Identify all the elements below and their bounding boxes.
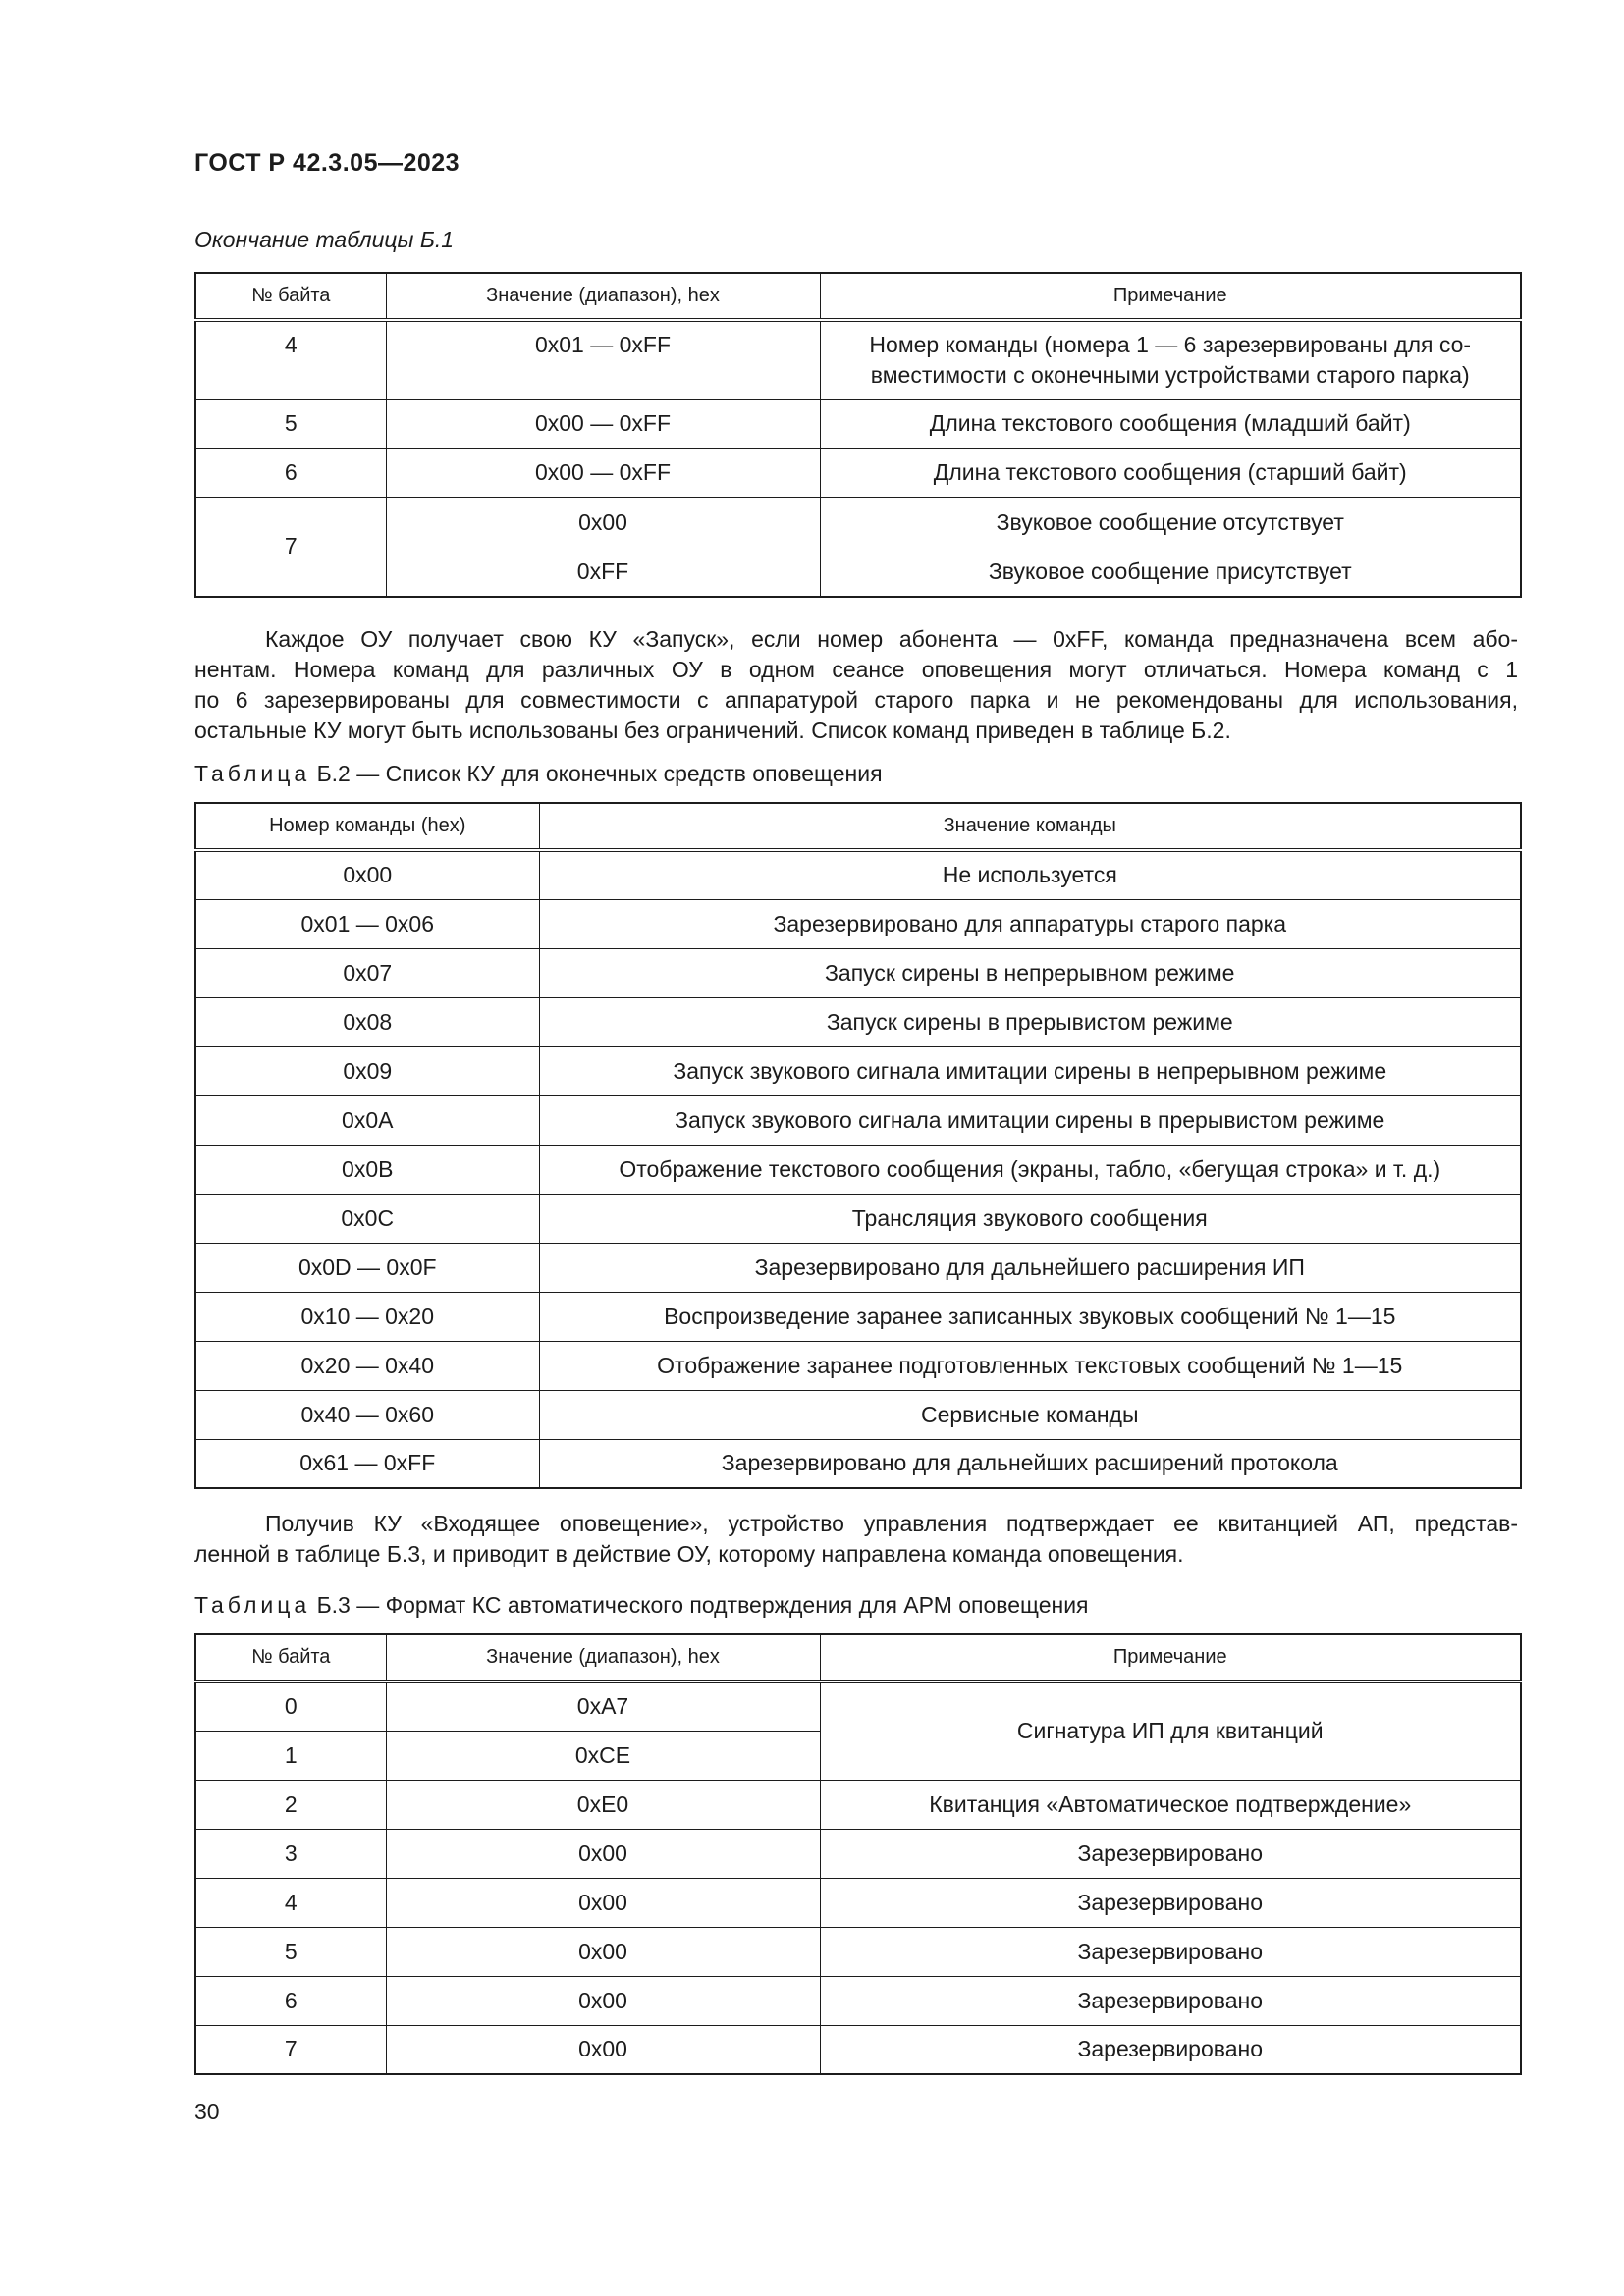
cell-value: 0x00 bbox=[386, 1829, 820, 1878]
paragraph-line: остальные КУ могут быть использованы без ограничений. Список команд приведен в таблице Б.2. bbox=[194, 718, 1231, 743]
cell-byte: 7 bbox=[195, 497, 386, 597]
column-header-command-number: Номер команды (hex) bbox=[195, 803, 539, 850]
table-row bbox=[195, 997, 1521, 1046]
caption-text: Б.3 — Формат КС автоматического подтверждения для АРМ оповещения bbox=[310, 1592, 1089, 1618]
cell-command: 0x0D — 0x0F bbox=[195, 1243, 539, 1292]
cell-note-merged: Сигнатура ИП для квитанций bbox=[820, 1682, 1521, 1780]
cell-meaning: Зарезервировано для дальнейшего расширения ИП bbox=[539, 1243, 1521, 1292]
cell-value: 0x00 — 0xFF bbox=[386, 448, 820, 497]
cell-note: Квитанция «Автоматическое подтверждение» bbox=[820, 1780, 1521, 1829]
paragraph-1 bbox=[194, 624, 1518, 746]
cell-meaning: Запуск сирены в непрерывном режиме bbox=[539, 948, 1521, 997]
cell-note bbox=[820, 320, 1521, 399]
cell-byte: 4 bbox=[195, 320, 386, 399]
paragraph-line: Каждое ОУ получает свою КУ «Запуск», если номер абонента — 0xFF, команда предназначена всем або- bbox=[265, 626, 1518, 652]
cell-value: 0x00 bbox=[386, 1976, 820, 2025]
table-b1-continuation-caption: Окончание таблицы Б.1 bbox=[194, 227, 455, 252]
cell-command: 0x0B bbox=[195, 1145, 539, 1194]
table-row bbox=[195, 1046, 1521, 1095]
paragraph-line: Получив КУ «Входящее оповещение», устройство управления подтверждает ее квитанцией АП, представ- bbox=[265, 1511, 1518, 1536]
cell-value: 0xE0 bbox=[386, 1780, 820, 1829]
cell-value: 0xCE bbox=[386, 1731, 820, 1780]
cell-meaning: Сервисные команды bbox=[539, 1390, 1521, 1439]
cell-value: 0x00 bbox=[578, 508, 627, 535]
cell-meaning: Отображение текстового сообщения (экраны, табло, «бегущая строка» и т. д.) bbox=[539, 1145, 1521, 1194]
paragraph-line: по 6 зарезервированы для совместимости с аппаратурой старого парка и не рекомендованы для использования, bbox=[194, 687, 1518, 713]
cell-note-line: вместимости с оконечными устройствами старого парка) bbox=[870, 362, 1470, 388]
cell-note: Зарезервировано bbox=[820, 1829, 1521, 1878]
cell-note: Звуковое сообщение отсутствует bbox=[996, 508, 1344, 535]
caption-text: Б.2 — Список КУ для оконечных средств оповещения bbox=[310, 761, 883, 786]
table-row bbox=[195, 899, 1521, 948]
cell-command: 0x40 — 0x60 bbox=[195, 1390, 539, 1439]
cell-note: Длина текстового сообщения (старший байт) bbox=[820, 448, 1521, 497]
table-row bbox=[195, 1095, 1521, 1145]
cell-value: 0x01 — 0xFF bbox=[386, 320, 820, 399]
table-row bbox=[195, 320, 1521, 399]
cell-byte: 0 bbox=[195, 1682, 386, 1731]
cell-byte: 6 bbox=[195, 1976, 386, 2025]
cell-meaning: Запуск звукового сигнала имитации сирены в прерывистом режиме bbox=[539, 1095, 1521, 1145]
paragraph-2 bbox=[194, 1509, 1518, 1570]
cell-meaning: Отображение заранее подготовленных текстовых сообщений № 1—15 bbox=[539, 1341, 1521, 1390]
column-header-note: Примечание bbox=[820, 273, 1521, 320]
cell-note: Зарезервировано bbox=[820, 2025, 1521, 2074]
table-row bbox=[195, 1243, 1521, 1292]
column-header-note: Примечание bbox=[820, 1634, 1521, 1682]
cell-command: 0x07 bbox=[195, 948, 539, 997]
cell-command: 0x00 bbox=[195, 850, 539, 899]
page-number: 30 bbox=[194, 2099, 220, 2124]
table-b3-caption bbox=[194, 1592, 1089, 1619]
table-b3 bbox=[194, 1633, 1522, 2075]
cell-command: 0x10 — 0x20 bbox=[195, 1292, 539, 1341]
table-row bbox=[195, 1439, 1521, 1488]
cell-note: Зарезервировано bbox=[820, 1927, 1521, 1976]
cell-byte: 1 bbox=[195, 1731, 386, 1780]
cell-byte: 3 bbox=[195, 1829, 386, 1878]
cell-value: 0x00 bbox=[386, 2025, 820, 2074]
cell-value: 0xFF bbox=[576, 558, 629, 584]
cell-note: Длина текстового сообщения (младший байт) bbox=[820, 399, 1521, 448]
caption-label: Таблица bbox=[194, 1592, 311, 1618]
table-row bbox=[195, 1292, 1521, 1341]
cell-byte: 5 bbox=[195, 399, 386, 448]
cell-meaning: Зарезервировано для аппаратуры старого парка bbox=[539, 899, 1521, 948]
table-row bbox=[195, 1976, 1521, 2025]
cell-byte: 5 bbox=[195, 1927, 386, 1976]
column-header-value: Значение (диапазон), hex bbox=[386, 1634, 820, 1682]
table-row bbox=[195, 1780, 1521, 1829]
table-row bbox=[195, 948, 1521, 997]
cell-note-split bbox=[820, 497, 1521, 597]
cell-meaning: Не используется bbox=[539, 850, 1521, 899]
cell-meaning: Зарезервировано для дальнейших расширений протокола bbox=[539, 1439, 1521, 1488]
cell-command: 0x61 — 0xFF bbox=[195, 1439, 539, 1488]
cell-command: 0x08 bbox=[195, 997, 539, 1046]
column-header-byte: № байта bbox=[195, 1634, 386, 1682]
cell-byte: 7 bbox=[195, 2025, 386, 2074]
cell-byte: 6 bbox=[195, 448, 386, 497]
caption-label: Таблица bbox=[194, 761, 311, 786]
cell-value: 0x00 — 0xFF bbox=[386, 399, 820, 448]
table-row bbox=[195, 1927, 1521, 1976]
cell-meaning: Трансляция звукового сообщения bbox=[539, 1194, 1521, 1243]
cell-command: 0x01 — 0x06 bbox=[195, 899, 539, 948]
cell-byte: 4 bbox=[195, 1878, 386, 1927]
cell-meaning: Запуск сирены в прерывистом режиме bbox=[539, 997, 1521, 1046]
table-row bbox=[195, 2025, 1521, 2074]
standard-header: ГОСТ Р 42.3.05—2023 bbox=[194, 149, 460, 177]
cell-command: 0x0A bbox=[195, 1095, 539, 1145]
column-header-value: Значение (диапазон), hex bbox=[386, 273, 820, 320]
table-b2-caption bbox=[194, 761, 883, 787]
cell-value: 0x00 bbox=[386, 1927, 820, 1976]
table-row bbox=[195, 1829, 1521, 1878]
table-row bbox=[195, 1390, 1521, 1439]
table-row bbox=[195, 1878, 1521, 1927]
paragraph-line: ленной в таблице Б.3, и приводит в действие ОУ, которому направлена команда оповещения. bbox=[194, 1541, 1184, 1567]
paragraph-line: нентам. Номера команд для различных ОУ в одном сеансе оповещения могут отличаться. Номера команд с 1 bbox=[194, 657, 1518, 682]
column-header-byte: № байта bbox=[195, 273, 386, 320]
table-row bbox=[195, 1341, 1521, 1390]
cell-note-line: Номер команды (номера 1 — 6 зарезервированы для со- bbox=[869, 332, 1472, 357]
table-row bbox=[195, 497, 1521, 597]
cell-note: Зарезервировано bbox=[820, 1878, 1521, 1927]
cell-note: Звуковое сообщение присутствует bbox=[988, 558, 1352, 584]
cell-note: Зарезервировано bbox=[820, 1976, 1521, 2025]
table-row bbox=[195, 399, 1521, 448]
cell-meaning: Запуск звукового сигнала имитации сирены в непрерывном режиме bbox=[539, 1046, 1521, 1095]
cell-command: 0x20 — 0x40 bbox=[195, 1341, 539, 1390]
cell-meaning: Воспроизведение заранее записанных звуковых сообщений № 1—15 bbox=[539, 1292, 1521, 1341]
cell-value: 0x00 bbox=[386, 1878, 820, 1927]
table-b2 bbox=[194, 802, 1522, 1489]
cell-command: 0x0C bbox=[195, 1194, 539, 1243]
cell-value-split bbox=[386, 497, 820, 597]
table-b1-end bbox=[194, 272, 1522, 598]
table-row bbox=[195, 850, 1521, 899]
cell-command: 0x09 bbox=[195, 1046, 539, 1095]
table-row bbox=[195, 1194, 1521, 1243]
cell-value: 0xA7 bbox=[386, 1682, 820, 1731]
table-row bbox=[195, 1682, 1521, 1731]
cell-byte: 2 bbox=[195, 1780, 386, 1829]
table-row bbox=[195, 448, 1521, 497]
table-row bbox=[195, 1145, 1521, 1194]
column-header-command-meaning: Значение команды bbox=[539, 803, 1521, 850]
